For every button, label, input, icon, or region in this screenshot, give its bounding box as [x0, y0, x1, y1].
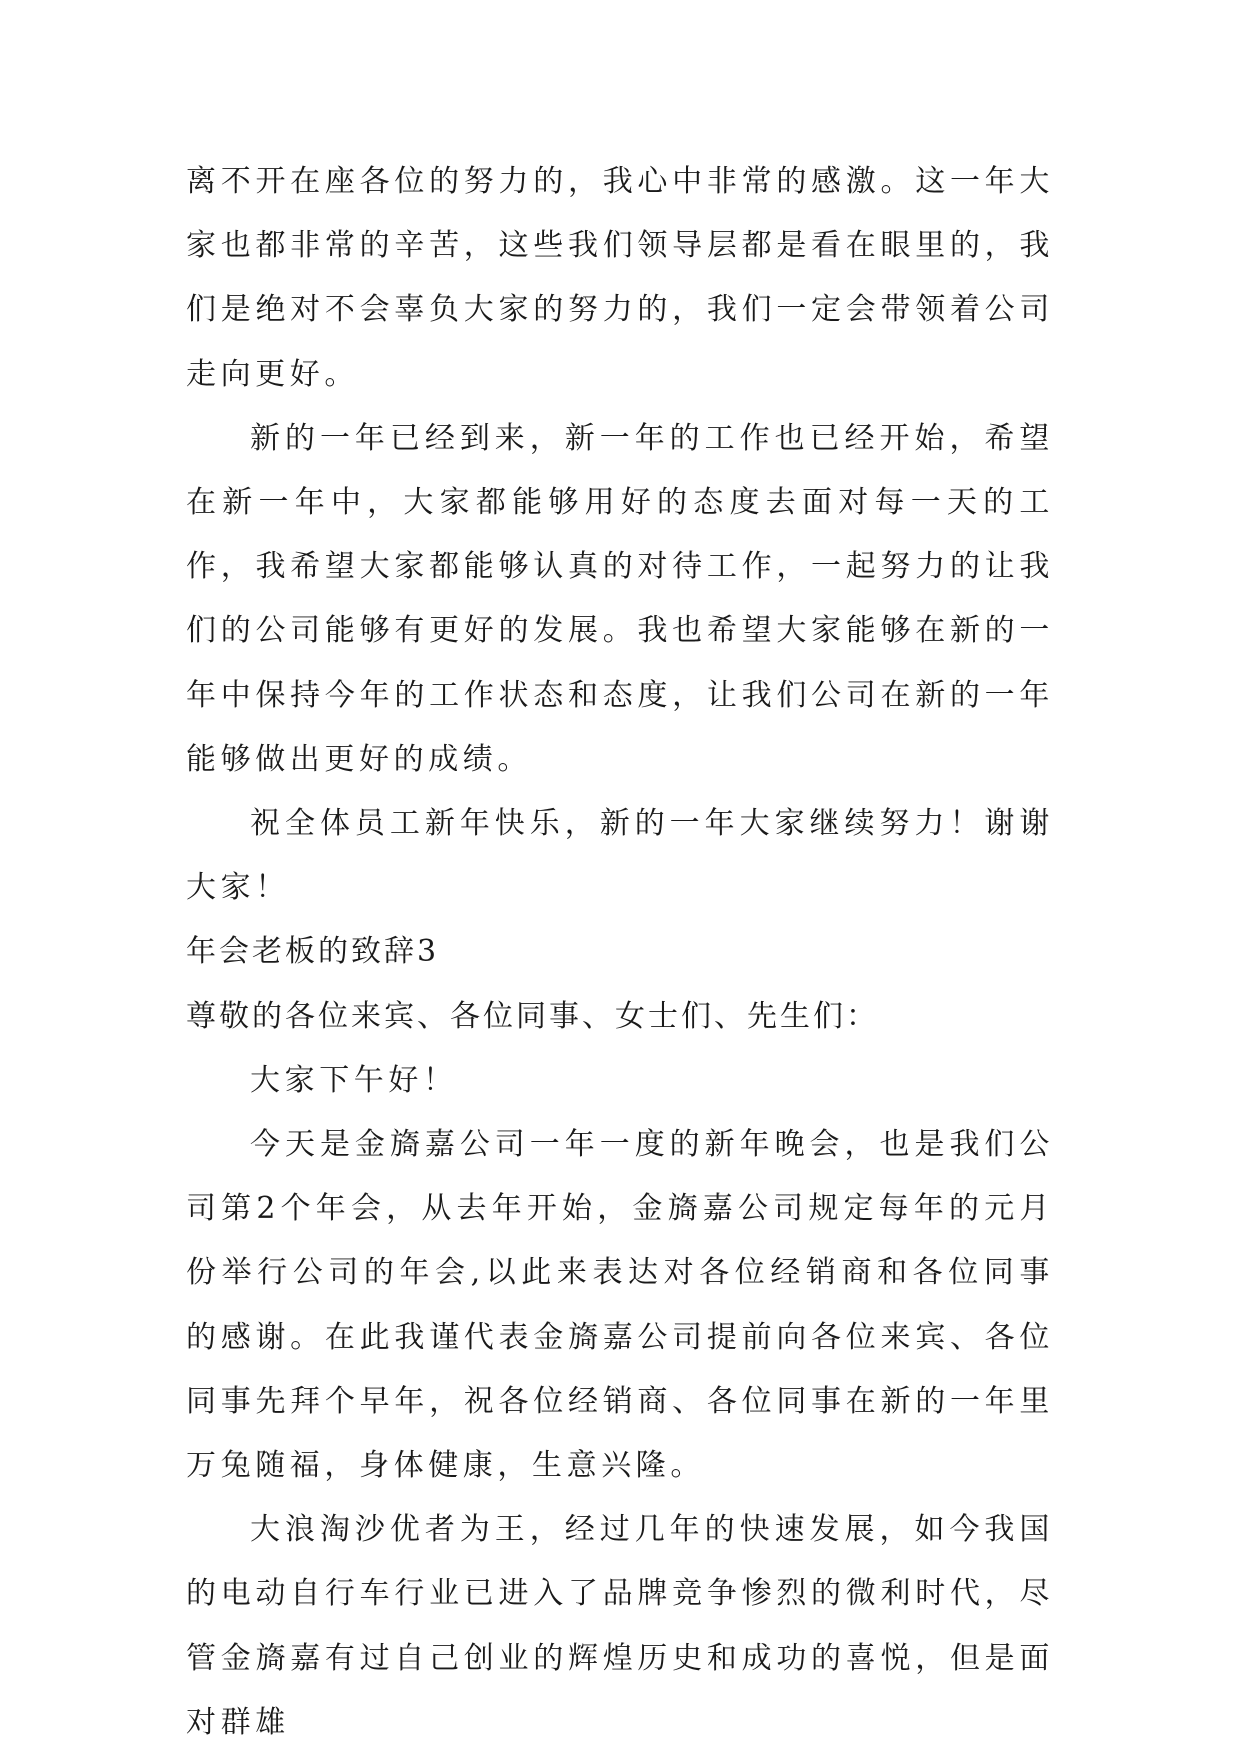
paragraph: 离不开在座各位的努力的，我心中非常的感激。这一年大家也都非常的辛苦，这些我们领导层都是看在眼里的，我们是绝对不会辜负大家的努力的，我们一定会带领着公司走向更好。: [186, 164, 1054, 392]
paragraph: 今天是金旖嘉公司一年一度的新年晚会，也是我们公司第2个年会，从去年开始，金旖嘉公司规定每年的元月份举行公司的年会,以此来表达对各位经销商和各位同事的感谢。在此我谨代表金旖嘉公司提前向各位来宾、各位同事先拜个早年，祝各位经销商、各位同事在新的一年里万兔随福，身体健康，生意兴隆。: [186, 1127, 1054, 1484]
salutation: 尊敬的各位来宾、各位同事、女士们、先生们：: [186, 998, 879, 1034]
paragraph: 大浪淘沙优者为王，经过几年的快速发展，如今我国的电动自行车行业已进入了品牌竞争惨烈的微利时代，尽管金旖嘉有过自己创业的辉煌历史和成功的喜悦，但是面对群雄: [186, 1512, 1054, 1740]
document-body: [186, 150, 1054, 1755]
paragraph: 祝全体员工新年快乐，新的一年大家继续努力！谢谢大家！: [186, 806, 1054, 906]
section-heading: 年会老板的致辞3: [186, 934, 440, 970]
paragraph: 新的一年已经到来，新一年的工作也已经开始，希望在新一年中，大家都能够用好的态度去面对每一天的工作，我希望大家都能够认真的对待工作，一起努力的让我们的公司能够有更好的发展。我也希望大家能够在新的一年中保持今年的工作状态和态度，让我们公司在新的一年能够做出更好的成绩。: [186, 420, 1054, 777]
greeting: 大家下午好！: [250, 1062, 458, 1098]
